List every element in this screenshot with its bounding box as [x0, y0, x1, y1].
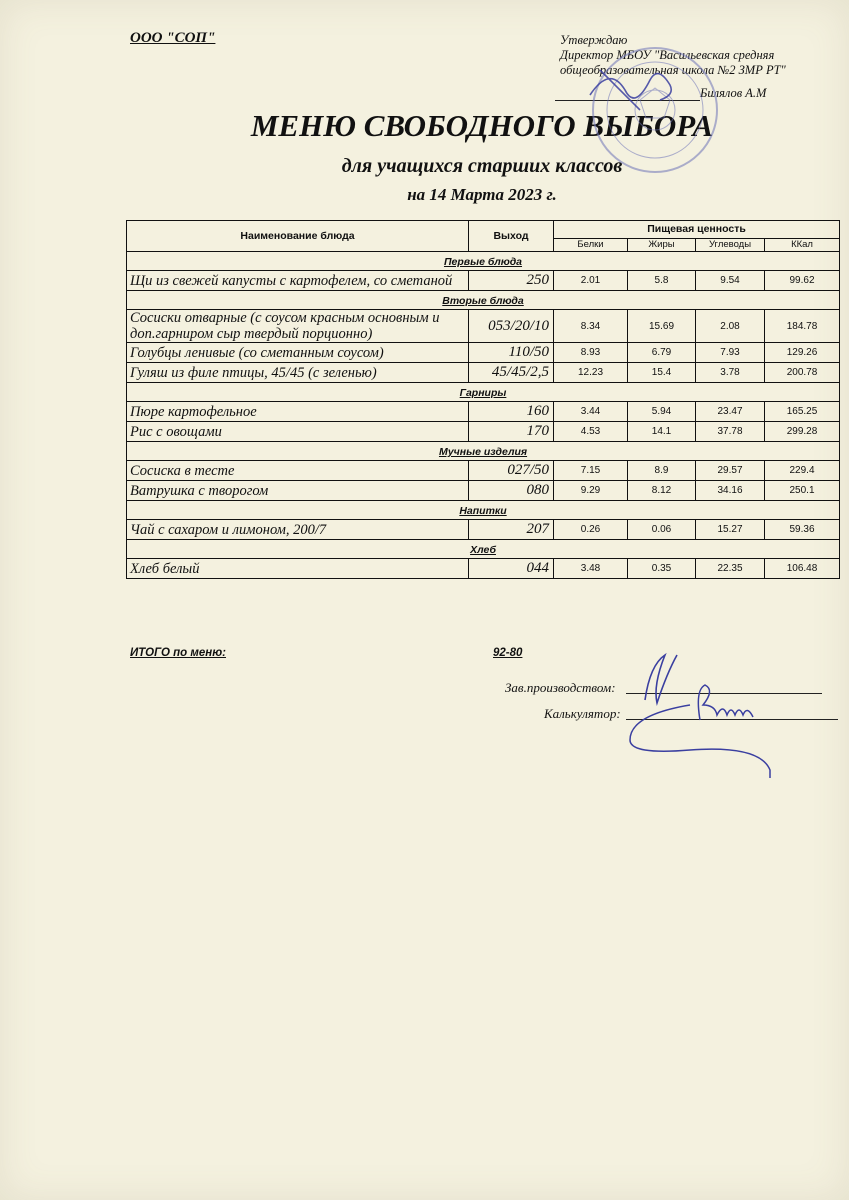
dish-name: Сосиска в тесте — [127, 461, 469, 481]
page-title: МЕНЮ СВОБОДНОГО ВЫБОРА — [250, 108, 714, 143]
dish-fats: 15.69 — [628, 310, 696, 343]
section-title: Вторые блюда — [442, 295, 524, 307]
dish-name: Гуляш из филе птицы, 45/45 (с зеленью) — [127, 363, 469, 383]
section-title: Первые блюда — [443, 256, 523, 268]
page-subtitle: для учащихся старших классов — [341, 155, 623, 177]
dish-proteins: 4.53 — [554, 422, 628, 442]
dish-kcal: 106.48 — [765, 559, 840, 579]
dish-carbs: 29.57 — [696, 461, 765, 481]
dish-fats: 8.12 — [628, 481, 696, 501]
dish-yield: 053/20/10 — [469, 310, 554, 343]
dish-proteins: 8.93 — [554, 343, 628, 363]
production-manager-signature — [645, 655, 677, 703]
dish-carbs: 15.27 — [696, 520, 765, 540]
dish-proteins: 0.26 — [554, 520, 628, 540]
dish-carbs: 23.47 — [696, 402, 765, 422]
dish-carbs: 34.16 — [696, 481, 765, 501]
dish-kcal: 59.36 — [765, 520, 840, 540]
dish-name: Щи из свежей капусты с картофелем, со сметаной — [127, 271, 469, 291]
dish-carbs: 37.78 — [696, 422, 765, 442]
approval-name: Билялов А.М — [700, 86, 767, 100]
dish-yield: 027/50 — [469, 461, 554, 481]
dish-fats: 0.06 — [628, 520, 696, 540]
approval-line: общеобразовательная школа №2 ЗМР РТ" — [560, 63, 786, 77]
dish-kcal: 299.28 — [765, 422, 840, 442]
header-kcal: ККал — [765, 238, 840, 251]
dish-carbs: 3.78 — [696, 363, 765, 383]
dish-kcal: 129.26 — [765, 343, 840, 363]
dish-kcal: 229.4 — [765, 461, 840, 481]
dish-proteins: 9.29 — [554, 481, 628, 501]
dish-name: Рис с овощами — [127, 422, 469, 442]
dish-carbs: 9.54 — [696, 271, 765, 291]
header-nutrition: Пищевая ценность — [554, 221, 840, 239]
dish-kcal: 165.25 — [765, 402, 840, 422]
dish-yield: 110/50 — [469, 343, 554, 363]
total-label: ИТОГО по меню: — [130, 647, 227, 659]
dish-name: Пюре картофельное — [127, 402, 469, 422]
dish-name: Голубцы ленивые (со сметанным соусом) — [127, 343, 469, 363]
dish-kcal: 250.1 — [765, 481, 840, 501]
section-title: Хлеб — [470, 544, 496, 556]
header-dish: Наименование блюда — [127, 221, 469, 252]
dish-kcal: 200.78 — [765, 363, 840, 383]
dish-name: Хлеб белый — [127, 559, 469, 579]
dish-carbs: 2.08 — [696, 310, 765, 343]
dish-yield: 207 — [469, 520, 554, 540]
dish-carbs: 7.93 — [696, 343, 765, 363]
dish-fats: 0.35 — [628, 559, 696, 579]
dish-yield: 044 — [469, 559, 554, 579]
dish-proteins: 8.34 — [554, 310, 628, 343]
approval-line: Директор МБОУ "Васильевская средняя — [560, 48, 775, 62]
calculator-label: Калькулятор: — [544, 706, 621, 721]
total-value: 92-80 — [493, 647, 523, 659]
dish-carbs: 22.35 — [696, 559, 765, 579]
section-title: Гарниры — [459, 387, 507, 399]
approval-line: Утверждаю — [560, 33, 628, 47]
dish-proteins: 12.23 — [554, 363, 628, 383]
dish-fats: 6.79 — [628, 343, 696, 363]
dish-fats: 5.94 — [628, 402, 696, 422]
production-manager-label: Зав.производством: — [505, 680, 616, 695]
header-carbs: Углеводы — [696, 238, 765, 251]
header-proteins: Белки — [554, 238, 628, 251]
dish-yield: 250 — [469, 271, 554, 291]
dish-name: Сосиски отварные (с соусом красным основным и доп.гарниром сыр твердый порционно) — [127, 310, 469, 343]
dish-fats: 8.9 — [628, 461, 696, 481]
dish-yield: 080 — [469, 481, 554, 501]
dish-proteins: 7.15 — [554, 461, 628, 481]
dish-proteins: 3.44 — [554, 402, 628, 422]
section-title: Напитки — [459, 505, 507, 517]
dish-fats: 14.1 — [628, 422, 696, 442]
dish-name: Ватрушка с творогом — [127, 481, 469, 501]
dish-fats: 15.4 — [628, 363, 696, 383]
dish-proteins: 3.48 — [554, 559, 628, 579]
dish-yield: 45/45/2,5 — [469, 363, 554, 383]
header-yield: Выход — [469, 221, 554, 252]
calculator-signature — [630, 685, 770, 778]
dish-fats: 5.8 — [628, 271, 696, 291]
dish-kcal: 99.62 — [765, 271, 840, 291]
dish-kcal: 184.78 — [765, 310, 840, 343]
header-fats: Жиры — [628, 238, 696, 251]
dish-yield: 170 — [469, 422, 554, 442]
dish-name: Чай с сахаром и лимоном, 200/7 — [127, 520, 469, 540]
organization-name: ООО "СОП" — [130, 30, 216, 46]
official-stamp — [593, 48, 717, 172]
section-title: Мучные изделия — [438, 446, 528, 458]
dish-yield: 160 — [469, 402, 554, 422]
dish-proteins: 2.01 — [554, 271, 628, 291]
menu-date: на 14 Марта 2023 г. — [407, 185, 557, 204]
